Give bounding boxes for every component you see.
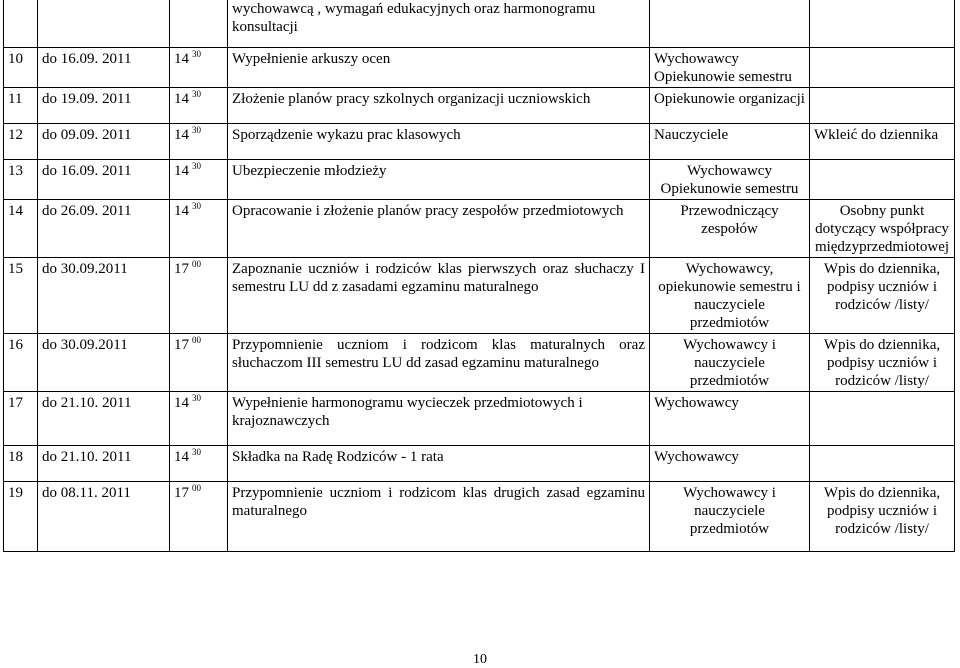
cell-time	[170, 0, 228, 48]
cell-num: 15	[4, 258, 38, 334]
cell-task: Zapoznanie uczniów i rodziców klas pierwszych oraz słuchaczy I semestru LU dd z zasadami egzaminu maturalnego	[228, 258, 650, 334]
cell-notes: Osobny punkt dotyczący współpracy międzyprzedmiotowej	[810, 200, 955, 258]
cell-task: Przypomnienie uczniom i rodzicom klas drugich zasad egzaminu maturalnego	[228, 482, 650, 552]
table-row	[4, 124, 955, 160]
cell-date: do 21.10. 2011	[38, 446, 170, 482]
time-minute: 30	[192, 89, 201, 99]
cell-time	[170, 334, 228, 392]
cell-notes: Wpis do dziennika, podpisy uczniów i rodziców /listy/	[810, 482, 955, 552]
cell-notes	[810, 160, 955, 200]
time-hour: 14	[174, 449, 189, 465]
cell-responsible: Przewodniczący zespołów	[650, 200, 810, 258]
cell-responsible: Wychowawcy i nauczyciele przedmiotów	[650, 482, 810, 552]
table-row	[4, 482, 955, 552]
cell-notes	[810, 446, 955, 482]
cell-task: Wypełnienie arkuszy ocen	[228, 48, 650, 88]
cell-date: do 08.11. 2011	[38, 482, 170, 552]
cell-responsible: Wychowawcy, opiekunowie semestru i nauczyciele przedmiotów	[650, 258, 810, 334]
cell-num	[4, 0, 38, 48]
cell-notes: Wkleić do dziennika	[810, 124, 955, 160]
cell-task: Opracowanie i złożenie planów pracy zespołów przedmiotowych	[228, 200, 650, 258]
cell-notes: Wpis do dziennika, podpisy uczniów i rodziców /listy/	[810, 258, 955, 334]
cell-date: do 16.09. 2011	[38, 48, 170, 88]
cell-task: Wypełnienie harmonogramu wycieczek przedmiotowych i krajoznawczych	[228, 392, 650, 446]
cell-num: 16	[4, 334, 38, 392]
time-minute: 00	[192, 335, 201, 345]
cell-time	[170, 258, 228, 334]
table-row-continuation	[4, 0, 955, 48]
cell-responsible: Nauczyciele	[650, 124, 810, 160]
time-hour: 14	[174, 395, 189, 411]
cell-responsible: Wychowawcy	[650, 392, 810, 446]
cell-responsible	[650, 0, 810, 48]
table-row	[4, 446, 955, 482]
cell-num: 19	[4, 482, 38, 552]
cell-notes: Wpis do dziennika, podpisy uczniów i rodziców /listy/	[810, 334, 955, 392]
time-hour: 14	[174, 51, 189, 67]
time-hour: 14	[174, 163, 189, 179]
time-hour: 14	[174, 203, 189, 219]
time-hour: 14	[174, 91, 189, 107]
cell-date	[38, 0, 170, 48]
cell-time	[170, 48, 228, 88]
time-minute: 30	[192, 447, 201, 457]
time-hour: 17	[174, 485, 189, 501]
cell-notes	[810, 88, 955, 124]
cell-responsible: Wychowawcy Opiekunowie semestru	[650, 48, 810, 88]
cell-responsible: Wychowawcy	[650, 446, 810, 482]
cell-num: 13	[4, 160, 38, 200]
time-minute: 30	[192, 161, 201, 171]
cell-time	[170, 482, 228, 552]
time-hour: 17	[174, 337, 189, 353]
cell-task: Przypomnienie uczniom i rodzicom klas maturalnych oraz słuchaczom III semestru LU dd zasad egzaminu maturalnego	[228, 334, 650, 392]
schedule-table	[3, 0, 955, 552]
time-minute: 00	[192, 259, 201, 269]
cell-time	[170, 446, 228, 482]
cell-time	[170, 124, 228, 160]
cell-notes	[810, 0, 955, 48]
cell-time	[170, 88, 228, 124]
cell-notes	[810, 48, 955, 88]
table-row	[4, 160, 955, 200]
cell-responsible: Opiekunowie organizacji	[650, 88, 810, 124]
cell-num: 18	[4, 446, 38, 482]
time-minute: 30	[192, 49, 201, 59]
page-number: 10	[473, 652, 487, 667]
table-row	[4, 200, 955, 258]
cell-time	[170, 200, 228, 258]
cell-task: Złożenie planów pracy szkolnych organizacji uczniowskich	[228, 88, 650, 124]
cell-time	[170, 392, 228, 446]
cell-date: do 30.09.2011	[38, 334, 170, 392]
table-row	[4, 88, 955, 124]
table-row	[4, 334, 955, 392]
cell-date: do 09.09. 2011	[38, 124, 170, 160]
cell-notes	[810, 392, 955, 446]
cell-task: Ubezpieczenie młodzieży	[228, 160, 650, 200]
cell-num: 10	[4, 48, 38, 88]
time-minute: 30	[192, 201, 201, 211]
cell-time	[170, 160, 228, 200]
time-hour: 17	[174, 261, 189, 277]
cell-num: 17	[4, 392, 38, 446]
task-text: wychowawcą , wymagań edukacyjnych oraz harmonogramu konsultacji	[232, 1, 596, 35]
cell-task	[228, 0, 650, 48]
cell-responsible: Wychowawcy i nauczyciele przedmiotów	[650, 334, 810, 392]
cell-task: Składka na Radę Rodziców - 1 rata	[228, 446, 650, 482]
time-hour: 14	[174, 127, 189, 143]
cell-task: Sporządzenie wykazu prac klasowych	[228, 124, 650, 160]
cell-date: do 16.09. 2011	[38, 160, 170, 200]
time-minute: 30	[192, 393, 201, 403]
cell-date: do 19.09. 2011	[38, 88, 170, 124]
cell-responsible: Wychowawcy Opiekunowie semestru	[650, 160, 810, 200]
time-minute: 00	[192, 483, 201, 493]
table-row	[4, 392, 955, 446]
table-row	[4, 258, 955, 334]
cell-num: 12	[4, 124, 38, 160]
time-minute: 30	[192, 125, 201, 135]
cell-num: 11	[4, 88, 38, 124]
cell-num: 14	[4, 200, 38, 258]
cell-date: do 21.10. 2011	[38, 392, 170, 446]
table-row	[4, 48, 955, 88]
cell-date: do 26.09. 2011	[38, 200, 170, 258]
cell-date: do 30.09.2011	[38, 258, 170, 334]
